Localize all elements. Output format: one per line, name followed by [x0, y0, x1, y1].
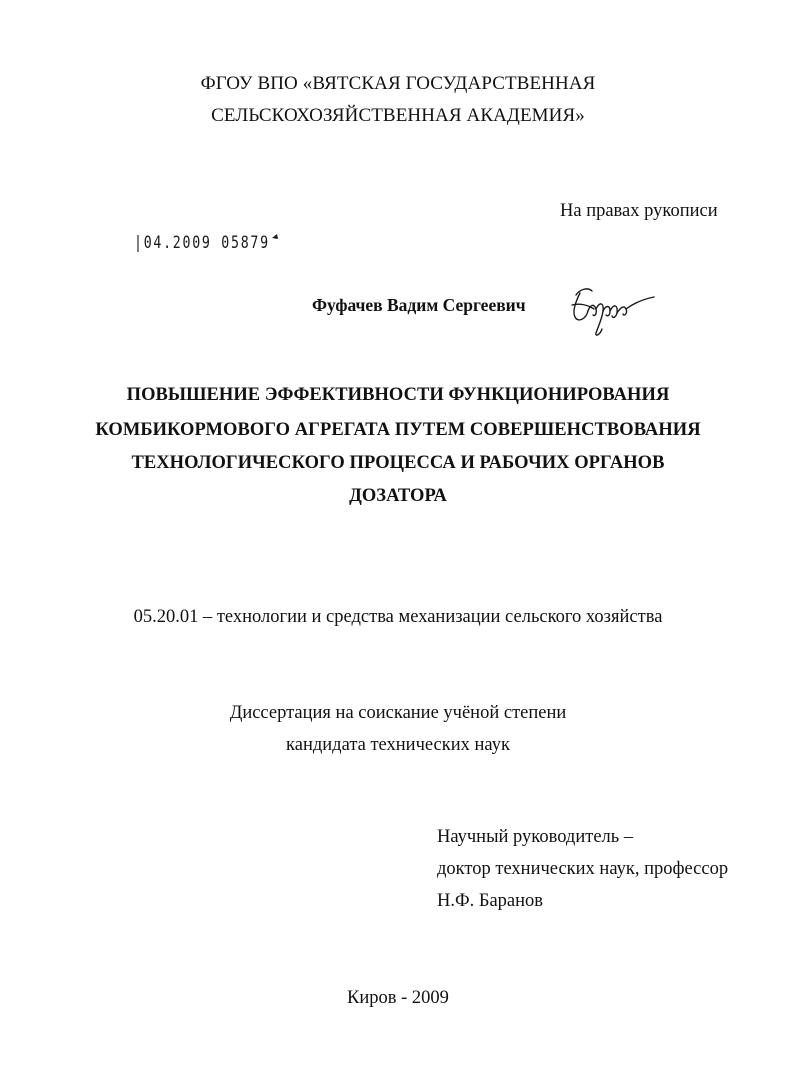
organization-line-1: ФГОУ ВПО «ВЯТСКАЯ ГОСУДАРСТВЕННАЯ — [200, 73, 596, 94]
archive-stamp — [134, 232, 270, 254]
stamp-bar: | — [134, 233, 144, 253]
signature-icon — [566, 283, 658, 339]
supervisor-name: Н.Ф. Баранов — [437, 891, 544, 911]
supervisor-label: Научный руководитель – — [437, 827, 634, 847]
stamp-mark-icon — [271, 233, 279, 242]
author-name: Фуфачев Вадим Сергеевич — [312, 295, 526, 315]
title-line-1: ПОВЫШЕНИЕ ЭФФЕКТИВНОСТИ ФУНКЦИОНИРОВАНИЯ — [126, 385, 670, 405]
city-year: Киров - 2009 — [347, 988, 449, 1008]
title-line-4: ДОЗАТОРА — [349, 486, 447, 506]
rights-note: На правах рукописи — [560, 201, 718, 221]
title-line-3: ТЕХНОЛОГИЧЕСКОГО ПРОЦЕССА И РАБОЧИХ ОРГАНОВ — [131, 453, 665, 473]
specialty-code: 05.20.01 – технологии и средства механизации сельского хозяйства — [133, 607, 663, 627]
degree-line-1: Диссертация на соискание учёной степени — [229, 703, 567, 723]
organization-line-2: СЕЛЬСКОХОЗЯЙСТВЕННАЯ АКАДЕМИЯ» — [211, 105, 585, 126]
title-line-2: КОМБИКОРМОВОГО АГРЕГАТА ПУТЕМ СОВЕРШЕНСТВОВАНИЯ — [95, 420, 701, 440]
degree-line-2: кандидата технических наук — [286, 735, 510, 755]
supervisor-degree: доктор технических наук, профессор — [437, 859, 729, 879]
archive-stamp-number: 04.2009 05879 — [143, 233, 270, 253]
